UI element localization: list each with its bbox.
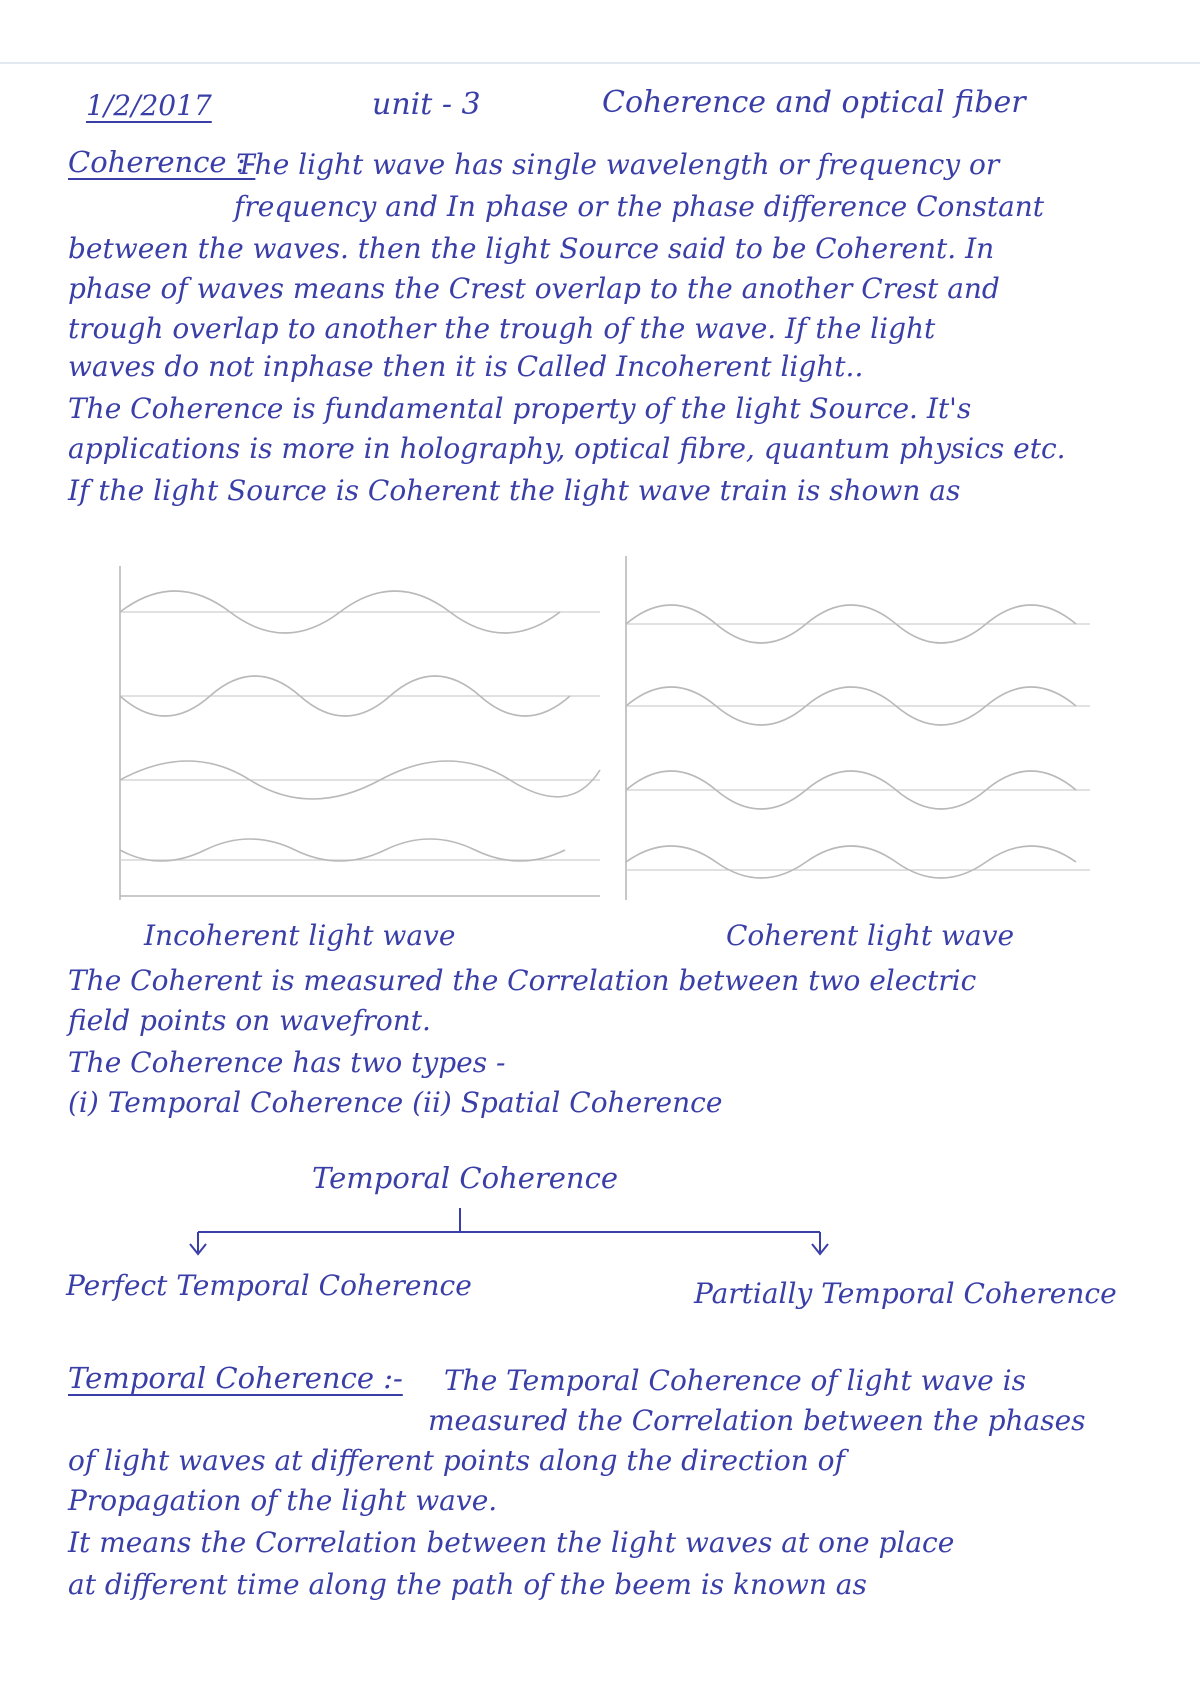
text-line: field points on wavefront. xyxy=(68,1004,431,1037)
tree-root: Temporal Coherence xyxy=(312,1161,619,1195)
text-line: of light waves at different points along the direction of xyxy=(68,1444,845,1477)
text-line: waves do not inphase then it is Called Incoherent light.. xyxy=(68,350,864,383)
text-line: The Coherent is measured the Correlation between two electric xyxy=(68,964,977,997)
text-line: If the light Source is Coherent the light wave train is shown as xyxy=(68,474,961,507)
tree-left-node: Perfect Temporal Coherence xyxy=(66,1269,472,1302)
text-line: The Temporal Coherence of light wave is xyxy=(444,1364,1026,1397)
tree-right-node: Partially Temporal Coherence xyxy=(694,1277,1117,1310)
text-line: frequency and In phase or the phase difference Constant xyxy=(234,190,1045,223)
text-line: at different time along the path of the beem is known as xyxy=(68,1568,867,1601)
text-line: phase of waves means the Crest overlap to the another Crest and xyxy=(68,272,1000,305)
coherent-wave-4 xyxy=(626,846,1076,878)
date: 1/2/2017 xyxy=(86,89,212,122)
text-line: Propagation of the light wave. xyxy=(68,1484,498,1517)
text-line: (i) Temporal Coherence (ii) Spatial Coherence xyxy=(68,1086,723,1119)
text-line: between the waves. then the light Source said to be Coherent. In xyxy=(68,232,995,265)
text-line: The Coherence has two types - xyxy=(68,1046,506,1079)
page-title: Coherence and optical fiber xyxy=(602,85,1026,120)
text-line: measured the Correlation between the phases xyxy=(428,1404,1086,1437)
text-line: The Coherence is fundamental property of the light Source. It's xyxy=(68,392,972,425)
right-caption: Coherent light wave xyxy=(726,919,1015,952)
text-line: The light wave has single wavelength or frequency or xyxy=(236,148,1000,181)
text-line: It means the Correlation between the light waves at one place xyxy=(68,1526,955,1559)
text-line: trough overlap to another the trough of the wave. If the light xyxy=(68,312,936,345)
text-line: applications is more in holography, optical fibre, quantum physics etc. xyxy=(68,432,1066,465)
incoherent-wave-4 xyxy=(120,839,565,861)
coherence-term: Coherence :- xyxy=(68,145,256,179)
left-caption: Incoherent light wave xyxy=(144,919,456,952)
temporal-term: Temporal Coherence :- xyxy=(68,1361,403,1395)
unit-label: unit - 3 xyxy=(372,87,481,122)
